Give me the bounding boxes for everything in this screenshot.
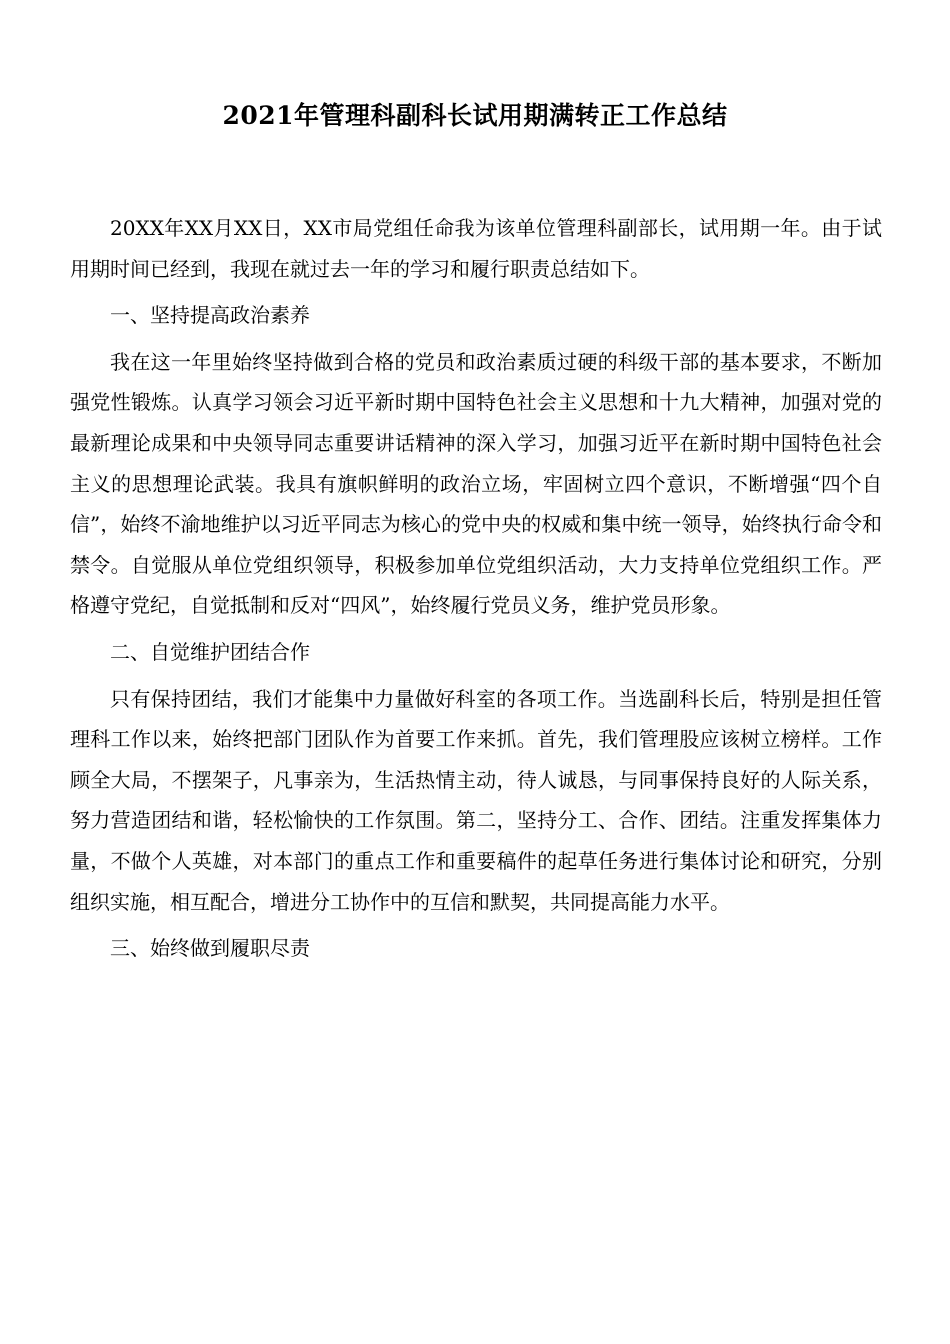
document-title: 2021年管理科副科长试用期满转正工作总结	[222, 101, 728, 130]
document-body	[70, 208, 882, 975]
section-2-paragraph: 只有保持团结，我们才能集中力量做好科室的各项工作。当选副科长后，特别是担任管理科工作以来，始终把部门团队作为首要工作来抓。首先，我们管理股应该树立榜样。工作顾全大局，不摆架子，凡事亲为，生活热情主动，待人诚恳，与同事保持良好的人际关系，努力营造团结和谐，轻松愉快的工作氛围。第二，坚持分工、合作、团结。注重发挥集体力量，不做个人英雄，对本部门的重点工作和重要稿件的起草任务进行集体讨论和研究，分别组织实施，相互配合，增进分工协作中的互信和默契，共同提高能力水平。	[70, 686, 882, 914]
section-1-paragraph: 我在这一年里始终坚持做到合格的党员和政治素质过硬的科级干部的基本要求，不断加强党性锻炼。认真学习领会习近平新时期中国特色社会主义思想和十九大精神，加强对党的最新理论成果和中央领导同志重要讲话精神的深入学习，加强习近平在新时期中国特色社会主义的思想理论武装。我具有旗帜鲜明的政治立场，牢固树立四个意识，不断增强“四个自信”，始终不渝地维护以习近平同志为核心的党中央的权威和集中统一领导，始终执行命令和禁令。自觉服从单位党组织领导，积极参加单位党组织活动，大力支持单位党组织工作。严格遵守党纪，自觉抵制和反对“四风”，始终履行党员义务，维护党员形象。	[70, 349, 882, 618]
section-heading-2: 二、自觉维护团结合作	[110, 639, 310, 664]
intro-paragraph: 20XX年XX月XX日，XX市局党组任命我为该单位管理科副部长，试用期一年。由于试用期时间已经到，我现在就过去一年的学习和履行职责总结如下。	[70, 216, 882, 281]
section-heading-1: 一、坚持提高政治素养	[110, 303, 310, 328]
section-heading-3: 三、始终做到履职尽责	[110, 936, 310, 961]
